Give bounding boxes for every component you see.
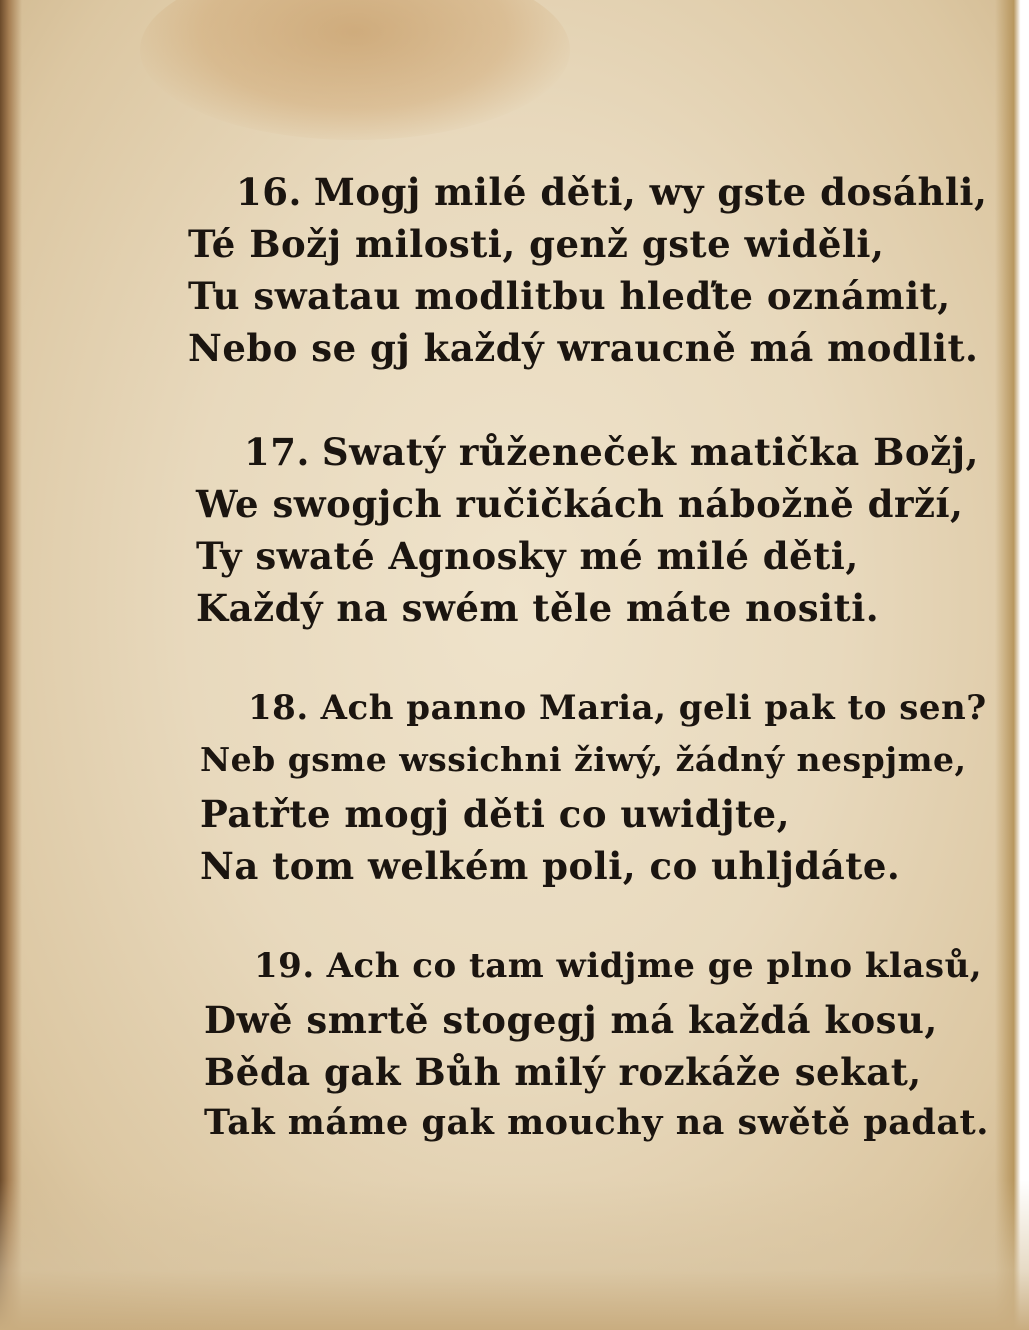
verse-19-line-4: Tak máme gak mouchy na swětě padat. <box>204 1102 989 1143</box>
verse-17-line-1: 17. Swatý růženeček matička Božj, <box>244 430 979 474</box>
verse-19-line-2: Dwě smrtě stogegj má každá kosu, <box>204 998 938 1042</box>
verse-18-line-2: Neb gsme wssichni žiwý, žádný nespjme, <box>200 740 967 779</box>
verse-19-line-3: Běda gak Bůh milý rozkáže sekat, <box>204 1050 922 1094</box>
verse-18-line-4: Na tom welkém poli, co uhljdáte. <box>200 844 901 888</box>
verse-17-line-3: Ty swaté Agnosky mé milé děti, <box>196 534 859 578</box>
verse-16-line-2: Té Božj milosti, genž gste widěli, <box>188 222 885 266</box>
verse-18-line-1: 18. Ach panno Maria, geli pak to sen? <box>248 688 987 728</box>
verse-16-line-3: Tu swatau modlitbu hleďte oznámit, <box>188 274 951 318</box>
verse-number: 18. <box>248 688 309 728</box>
verse-18-line-3: Patřte mogj děti co uwidjte, <box>200 792 790 836</box>
verse-number: 16. <box>236 170 302 214</box>
verse-17-line-4: Každý na swém těle máte nositi. <box>196 586 880 630</box>
verse-16-line-1: 16. Mogj milé děti, wy gste dosáhli, <box>236 170 988 214</box>
verse-16-line-4: Nebo se gj každý wraucně má modlit. <box>188 326 979 370</box>
verse-number: 17. <box>244 430 310 474</box>
verse-19-line-1: 19. Ach co tam widjme ge plno klasů, <box>254 946 983 986</box>
verse-17-line-2: We swogjch ručičkách nábožně drží, <box>196 482 964 526</box>
verse-number: 19. <box>254 946 315 986</box>
